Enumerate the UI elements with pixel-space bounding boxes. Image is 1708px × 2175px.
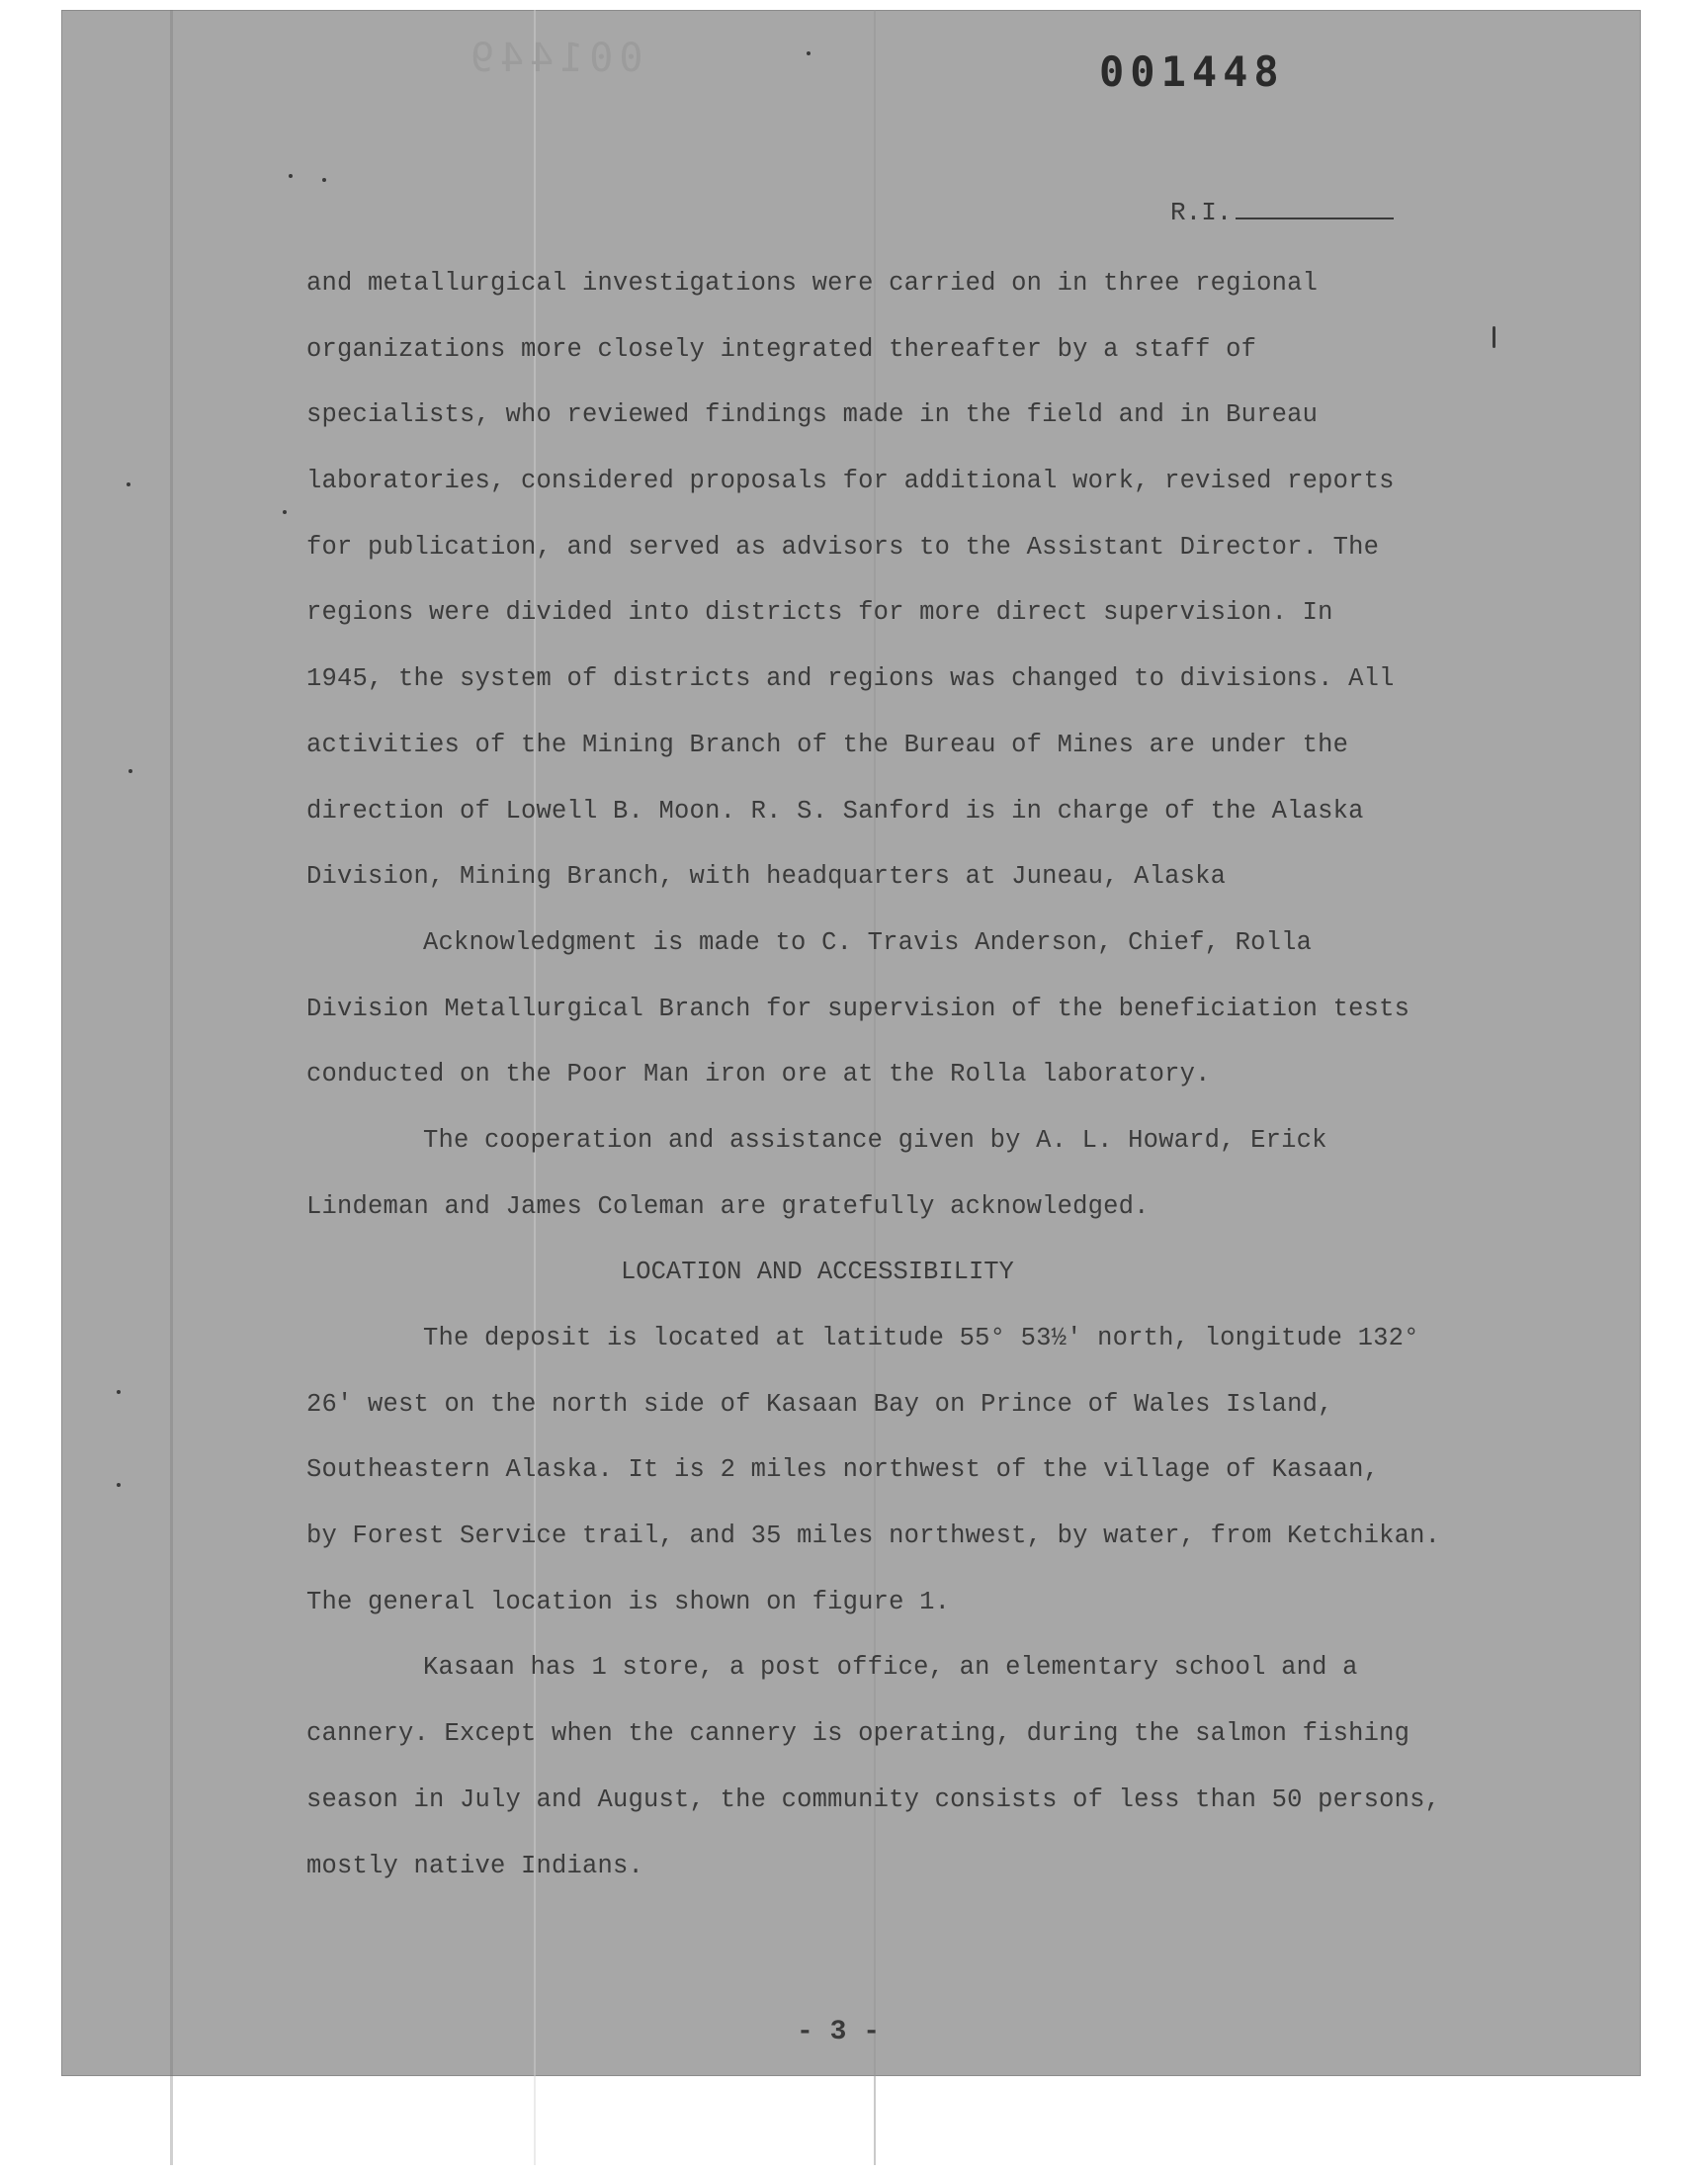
text-line: 26' west on the north side of Kasaan Bay on Prince of Wales Island, <box>306 1389 1333 1419</box>
text-line: season in July and August, the community consists of less than 50 persons, <box>306 1784 1441 1814</box>
text-line: Lindeman and James Coleman are gratefully acknowledged. <box>306 1191 1150 1221</box>
speck <box>127 482 130 486</box>
speck <box>289 174 293 178</box>
text-line: by Forest Service trail, and 35 miles northwest, by water, from Ketchikan. <box>306 1522 1441 1551</box>
document-number: 001448 <box>1099 47 1285 96</box>
text-line: Division Metallurgical Branch for supervision of the beneficiation tests <box>306 994 1410 1023</box>
text-line: laboratories, considered proposals for additional work, revised reports <box>306 467 1395 496</box>
reference-mark-label: R.I. <box>1170 198 1233 227</box>
text-line: Kasaan has 1 store, a post office, an elementary school and a <box>423 1653 1358 1683</box>
text-line: for publication, and served as advisors to the Assistant Director. The <box>306 532 1380 562</box>
document-body <box>306 251 1532 1899</box>
scan-fold-line <box>170 10 173 2165</box>
speck <box>128 769 132 773</box>
text-line: regions were divided into districts for more direct supervision. In <box>306 598 1333 628</box>
section-heading: LOCATION AND ACCESSIBILITY <box>621 1258 1014 1287</box>
text-line: specialists, who reviewed findings made in the field and in Bureau <box>306 400 1319 430</box>
text-line: organizations more closely integrated thereafter by a staff of <box>306 334 1257 364</box>
speck <box>283 510 287 514</box>
text-line: The cooperation and assistance given by A. L. Howard, Erick <box>423 1125 1327 1155</box>
reference-blank-line <box>1236 218 1394 219</box>
text-line: cannery. Except when the cannery is operating, during the salmon fishing <box>306 1719 1410 1749</box>
text-line: The general location is shown on figure 1. <box>306 1587 951 1616</box>
text-line: 1945, the system of districts and regions was changed to divisions. All <box>306 664 1395 694</box>
bleed-through-number: 001449 <box>465 36 643 81</box>
speck <box>322 178 326 182</box>
text-line: and metallurgical investigations were carried on in three regional <box>306 269 1319 298</box>
text-line: activities of the Mining Branch of the Bureau of Mines are under the <box>306 730 1349 759</box>
text-line: Southeastern Alaska. It is 2 miles northwest of the village of Kasaan, <box>306 1455 1380 1485</box>
text-line: Division, Mining Branch, with headquarters at Juneau, Alaska <box>306 862 1227 892</box>
text-line: conducted on the Poor Man iron ore at the Rolla laboratory. <box>306 1060 1211 1089</box>
text-line: Acknowledgment is made to C. Travis Anderson, Chief, Rolla <box>423 927 1313 957</box>
text-line: mostly native Indians. <box>306 1851 644 1880</box>
speck <box>117 1483 121 1487</box>
text-line: direction of Lowell B. Moon. R. S. Sanford is in charge of the Alaska <box>306 796 1364 826</box>
speck <box>117 1390 121 1394</box>
text-line: The deposit is located at latitude 55° 53½' north, longitude 132° <box>423 1324 1419 1352</box>
speck <box>807 51 811 55</box>
reference-mark <box>1170 198 1394 227</box>
page-number: - 3 - <box>797 2017 881 2047</box>
